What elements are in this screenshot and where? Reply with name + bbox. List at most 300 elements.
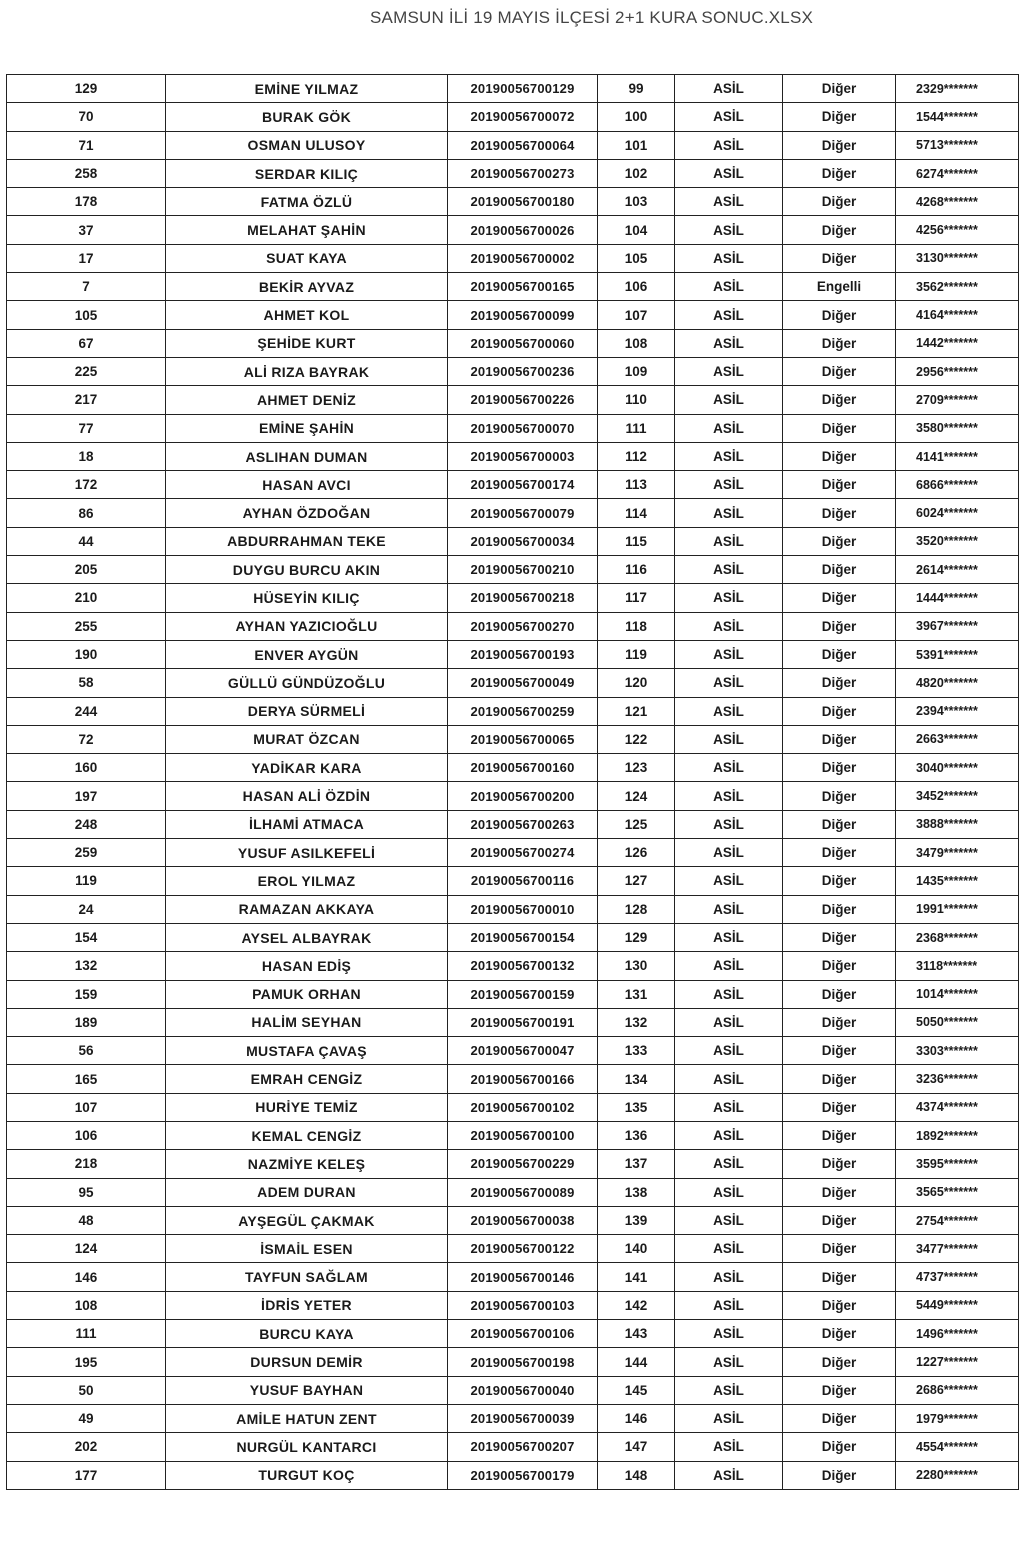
application-no-cell: 172 (7, 471, 166, 499)
name-cell: MUSTAFA ÇAVAŞ (166, 1037, 448, 1065)
application-no-cell: 77 (7, 414, 166, 442)
draw-order-cell: 115 (598, 527, 675, 555)
category-cell: Diğer (783, 471, 896, 499)
application-code-cell: 20190056700159 (448, 980, 598, 1008)
category-cell: Diğer (783, 1206, 896, 1234)
application-code-cell: 20190056700198 (448, 1348, 598, 1376)
table-row (7, 1065, 1019, 1093)
application-code-cell: 20190056700154 (448, 923, 598, 951)
application-code-cell: 20190056700122 (448, 1235, 598, 1263)
status-cell: ASİL (675, 584, 783, 612)
table-row (7, 301, 1019, 329)
name-cell: PAMUK ORHAN (166, 980, 448, 1008)
category-cell: Diğer (783, 1235, 896, 1263)
status-cell: ASİL (675, 867, 783, 895)
application-code-cell: 20190056700039 (448, 1404, 598, 1432)
table-row (7, 471, 1019, 499)
application-no-cell: 71 (7, 131, 166, 159)
application-code-cell: 20190056700160 (448, 754, 598, 782)
draw-order-cell: 105 (598, 244, 675, 272)
table-row (7, 414, 1019, 442)
tc-id-cell: 4164******* (896, 301, 1019, 329)
application-code-cell: 20190056700072 (448, 103, 598, 131)
table-row (7, 499, 1019, 527)
tc-id-cell: 2956******* (896, 357, 1019, 385)
status-cell: ASİL (675, 1291, 783, 1319)
category-cell: Diğer (783, 1433, 896, 1461)
application-code-cell: 20190056700226 (448, 386, 598, 414)
application-code-cell: 20190056700210 (448, 556, 598, 584)
tc-id-cell: 2614******* (896, 556, 1019, 584)
category-cell: Diğer (783, 1008, 896, 1036)
application-no-cell: 177 (7, 1461, 166, 1489)
category-cell: Diğer (783, 1291, 896, 1319)
name-cell: BURCU KAYA (166, 1320, 448, 1348)
application-code-cell: 20190056700270 (448, 612, 598, 640)
draw-order-cell: 113 (598, 471, 675, 499)
tc-id-cell: 3565******* (896, 1178, 1019, 1206)
application-code-cell: 20190056700026 (448, 216, 598, 244)
tc-id-cell: 1892******* (896, 1121, 1019, 1149)
application-code-cell: 20190056700100 (448, 1121, 598, 1149)
status-cell: ASİL (675, 952, 783, 980)
tc-id-cell: 2394******* (896, 697, 1019, 725)
tc-id-cell: 3562******* (896, 273, 1019, 301)
application-no-cell: 17 (7, 244, 166, 272)
category-cell: Diğer (783, 839, 896, 867)
application-code-cell: 20190056700236 (448, 357, 598, 385)
tc-id-cell: 6274******* (896, 159, 1019, 187)
name-cell: SUAT KAYA (166, 244, 448, 272)
draw-order-cell: 107 (598, 301, 675, 329)
application-code-cell: 20190056700106 (448, 1320, 598, 1348)
application-no-cell: 86 (7, 499, 166, 527)
application-code-cell: 20190056700034 (448, 527, 598, 555)
table-row (7, 697, 1019, 725)
name-cell: HASAN ALİ ÖZDİN (166, 782, 448, 810)
application-code-cell: 20190056700229 (448, 1150, 598, 1178)
draw-order-cell: 106 (598, 273, 675, 301)
draw-order-cell: 139 (598, 1206, 675, 1234)
category-cell: Diğer (783, 357, 896, 385)
application-no-cell: 159 (7, 980, 166, 1008)
application-code-cell: 20190056700102 (448, 1093, 598, 1121)
category-cell: Diğer (783, 923, 896, 951)
table-row (7, 754, 1019, 782)
name-cell: EMİNE ŞAHİN (166, 414, 448, 442)
name-cell: NURGÜL KANTARCI (166, 1433, 448, 1461)
status-cell: ASİL (675, 556, 783, 584)
name-cell: BURAK GÖK (166, 103, 448, 131)
category-cell: Diğer (783, 867, 896, 895)
application-no-cell: 146 (7, 1263, 166, 1291)
category-cell: Diğer (783, 499, 896, 527)
tc-id-cell: 1979******* (896, 1404, 1019, 1432)
status-cell: ASİL (675, 75, 783, 103)
table-row (7, 273, 1019, 301)
draw-order-cell: 135 (598, 1093, 675, 1121)
status-cell: ASİL (675, 1433, 783, 1461)
tc-id-cell: 2709******* (896, 386, 1019, 414)
draw-order-cell: 136 (598, 1121, 675, 1149)
status-cell: ASİL (675, 499, 783, 527)
application-code-cell: 20190056700116 (448, 867, 598, 895)
status-cell: ASİL (675, 357, 783, 385)
table-row (7, 980, 1019, 1008)
status-cell: ASİL (675, 1376, 783, 1404)
draw-order-cell: 147 (598, 1433, 675, 1461)
table-row (7, 1008, 1019, 1036)
draw-order-cell: 116 (598, 556, 675, 584)
draw-order-cell: 128 (598, 895, 675, 923)
application-no-cell: 217 (7, 386, 166, 414)
application-code-cell: 20190056700174 (448, 471, 598, 499)
draw-order-cell: 127 (598, 867, 675, 895)
application-code-cell: 20190056700103 (448, 1291, 598, 1319)
tc-id-cell: 5391******* (896, 640, 1019, 668)
category-cell: Diğer (783, 1178, 896, 1206)
draw-order-cell: 143 (598, 1320, 675, 1348)
category-cell: Diğer (783, 895, 896, 923)
category-cell: Diğer (783, 188, 896, 216)
name-cell: NAZMİYE KELEŞ (166, 1150, 448, 1178)
draw-order-cell: 99 (598, 75, 675, 103)
status-cell: ASİL (675, 782, 783, 810)
application-no-cell: 106 (7, 1121, 166, 1149)
application-code-cell: 20190056700040 (448, 1376, 598, 1404)
tc-id-cell: 3479******* (896, 839, 1019, 867)
application-no-cell: 244 (7, 697, 166, 725)
table-row (7, 75, 1019, 103)
tc-id-cell: 3520******* (896, 527, 1019, 555)
draw-order-cell: 108 (598, 329, 675, 357)
table-body (7, 75, 1019, 1490)
draw-order-cell: 125 (598, 810, 675, 838)
draw-order-cell: 118 (598, 612, 675, 640)
application-no-cell: 58 (7, 669, 166, 697)
draw-order-cell: 101 (598, 131, 675, 159)
application-code-cell: 20190056700165 (448, 273, 598, 301)
status-cell: ASİL (675, 188, 783, 216)
status-cell: ASİL (675, 1404, 783, 1432)
tc-id-cell: 1544******* (896, 103, 1019, 131)
application-no-cell: 56 (7, 1037, 166, 1065)
name-cell: ABDURRAHMAN TEKE (166, 527, 448, 555)
table-row (7, 159, 1019, 187)
application-no-cell: 124 (7, 1235, 166, 1263)
application-no-cell: 50 (7, 1376, 166, 1404)
application-no-cell: 197 (7, 782, 166, 810)
status-cell: ASİL (675, 527, 783, 555)
name-cell: YADİKAR KARA (166, 754, 448, 782)
draw-order-cell: 109 (598, 357, 675, 385)
application-no-cell: 72 (7, 725, 166, 753)
category-cell: Engelli (783, 273, 896, 301)
table-row (7, 1376, 1019, 1404)
name-cell: ALİ RIZA BAYRAK (166, 357, 448, 385)
table-row (7, 1404, 1019, 1432)
lottery-results-table (6, 74, 1019, 1490)
application-no-cell: 105 (7, 301, 166, 329)
application-no-cell: 195 (7, 1348, 166, 1376)
category-cell: Diğer (783, 131, 896, 159)
application-code-cell: 20190056700064 (448, 131, 598, 159)
table-row (7, 1461, 1019, 1489)
table-row (7, 952, 1019, 980)
name-cell: SERDAR KILIÇ (166, 159, 448, 187)
name-cell: HÜSEYİN KILIÇ (166, 584, 448, 612)
application-no-cell: 255 (7, 612, 166, 640)
status-cell: ASİL (675, 1150, 783, 1178)
draw-order-cell: 121 (598, 697, 675, 725)
name-cell: HALİM SEYHAN (166, 1008, 448, 1036)
tc-id-cell: 2754******* (896, 1206, 1019, 1234)
application-no-cell: 259 (7, 839, 166, 867)
category-cell: Diğer (783, 414, 896, 442)
status-cell: ASİL (675, 1263, 783, 1291)
category-cell: Diğer (783, 442, 896, 470)
tc-id-cell: 4268******* (896, 188, 1019, 216)
tc-id-cell: 3452******* (896, 782, 1019, 810)
category-cell: Diğer (783, 75, 896, 103)
draw-order-cell: 132 (598, 1008, 675, 1036)
draw-order-cell: 126 (598, 839, 675, 867)
status-cell: ASİL (675, 1093, 783, 1121)
tc-id-cell: 1991******* (896, 895, 1019, 923)
category-cell: Diğer (783, 1150, 896, 1178)
status-cell: ASİL (675, 810, 783, 838)
page-header (0, 0, 1024, 75)
application-no-cell: 95 (7, 1178, 166, 1206)
category-cell: Diğer (783, 584, 896, 612)
application-no-cell: 7 (7, 273, 166, 301)
table-row (7, 442, 1019, 470)
status-cell: ASİL (675, 923, 783, 951)
name-cell: MURAT ÖZCAN (166, 725, 448, 753)
name-cell: ASLIHAN DUMAN (166, 442, 448, 470)
draw-order-cell: 111 (598, 414, 675, 442)
category-cell: Diğer (783, 980, 896, 1008)
name-cell: İSMAİL ESEN (166, 1235, 448, 1263)
draw-order-cell: 134 (598, 1065, 675, 1093)
name-cell: YUSUF ASILKEFELİ (166, 839, 448, 867)
application-code-cell: 20190056700180 (448, 188, 598, 216)
table-row (7, 725, 1019, 753)
tc-id-cell: 1444******* (896, 584, 1019, 612)
table-row (7, 782, 1019, 810)
draw-order-cell: 104 (598, 216, 675, 244)
application-code-cell: 20190056700218 (448, 584, 598, 612)
category-cell: Diğer (783, 725, 896, 753)
status-cell: ASİL (675, 244, 783, 272)
status-cell: ASİL (675, 1008, 783, 1036)
tc-id-cell: 5449******* (896, 1291, 1019, 1319)
application-no-cell: 119 (7, 867, 166, 895)
status-cell: ASİL (675, 301, 783, 329)
name-cell: AHMET KOL (166, 301, 448, 329)
name-cell: EROL YILMAZ (166, 867, 448, 895)
name-cell: HURİYE TEMİZ (166, 1093, 448, 1121)
status-cell: ASİL (675, 329, 783, 357)
category-cell: Diğer (783, 640, 896, 668)
status-cell: ASİL (675, 1206, 783, 1234)
tc-id-cell: 3888******* (896, 810, 1019, 838)
category-cell: Diğer (783, 1065, 896, 1093)
category-cell: Diğer (783, 669, 896, 697)
application-no-cell: 44 (7, 527, 166, 555)
tc-id-cell: 3303******* (896, 1037, 1019, 1065)
status-cell: ASİL (675, 216, 783, 244)
tc-id-cell: 1435******* (896, 867, 1019, 895)
draw-order-cell: 124 (598, 782, 675, 810)
tc-id-cell: 3580******* (896, 414, 1019, 442)
draw-order-cell: 141 (598, 1263, 675, 1291)
application-no-cell: 132 (7, 952, 166, 980)
name-cell: İDRİS YETER (166, 1291, 448, 1319)
draw-order-cell: 133 (598, 1037, 675, 1065)
status-cell: ASİL (675, 895, 783, 923)
tc-id-cell: 6866******* (896, 471, 1019, 499)
tc-id-cell: 2329******* (896, 75, 1019, 103)
application-code-cell: 20190056700259 (448, 697, 598, 725)
table-row (7, 1433, 1019, 1461)
tc-id-cell: 1496******* (896, 1320, 1019, 1348)
name-cell: DURSUN DEMİR (166, 1348, 448, 1376)
category-cell: Diğer (783, 1121, 896, 1149)
draw-order-cell: 102 (598, 159, 675, 187)
draw-order-cell: 119 (598, 640, 675, 668)
status-cell: ASİL (675, 273, 783, 301)
tc-id-cell: 4820******* (896, 669, 1019, 697)
name-cell: TAYFUN SAĞLAM (166, 1263, 448, 1291)
name-cell: HASAN EDİŞ (166, 952, 448, 980)
application-no-cell: 190 (7, 640, 166, 668)
name-cell: AMİLE HATUN ZENT (166, 1404, 448, 1432)
status-cell: ASİL (675, 1348, 783, 1376)
application-code-cell: 20190056700049 (448, 669, 598, 697)
status-cell: ASİL (675, 640, 783, 668)
category-cell: Diğer (783, 216, 896, 244)
status-cell: ASİL (675, 131, 783, 159)
category-cell: Diğer (783, 1093, 896, 1121)
document-title: SAMSUN İLİ 19 MAYIS İLÇESİ 2+1 KURA SONUC.XLSX (370, 8, 814, 27)
status-cell: ASİL (675, 1065, 783, 1093)
application-code-cell: 20190056700089 (448, 1178, 598, 1206)
draw-order-cell: 120 (598, 669, 675, 697)
name-cell: ADEM DURAN (166, 1178, 448, 1206)
application-no-cell: 18 (7, 442, 166, 470)
table-row (7, 1178, 1019, 1206)
table-row (7, 131, 1019, 159)
name-cell: EMRAH CENGİZ (166, 1065, 448, 1093)
tc-id-cell: 4141******* (896, 442, 1019, 470)
table-row (7, 640, 1019, 668)
tc-id-cell: 3040******* (896, 754, 1019, 782)
draw-order-cell: 140 (598, 1235, 675, 1263)
application-code-cell: 20190056700099 (448, 301, 598, 329)
application-code-cell: 20190056700274 (448, 839, 598, 867)
category-cell: Diğer (783, 556, 896, 584)
draw-order-cell: 114 (598, 499, 675, 527)
draw-order-cell: 137 (598, 1150, 675, 1178)
status-cell: ASİL (675, 1178, 783, 1206)
application-no-cell: 49 (7, 1404, 166, 1432)
tc-id-cell: 1442******* (896, 329, 1019, 357)
status-cell: ASİL (675, 725, 783, 753)
tc-id-cell: 3130******* (896, 244, 1019, 272)
application-no-cell: 189 (7, 1008, 166, 1036)
status-cell: ASİL (675, 414, 783, 442)
application-code-cell: 20190056700047 (448, 1037, 598, 1065)
draw-order-cell: 145 (598, 1376, 675, 1404)
table-row (7, 216, 1019, 244)
name-cell: DERYA SÜRMELİ (166, 697, 448, 725)
table-row (7, 244, 1019, 272)
name-cell: DUYGU BURCU AKIN (166, 556, 448, 584)
category-cell: Diğer (783, 527, 896, 555)
draw-order-cell: 129 (598, 923, 675, 951)
table-row (7, 329, 1019, 357)
draw-order-cell: 138 (598, 1178, 675, 1206)
name-cell: OSMAN ULUSOY (166, 131, 448, 159)
application-code-cell: 20190056700191 (448, 1008, 598, 1036)
name-cell: AYSEL ALBAYRAK (166, 923, 448, 951)
category-cell: Diğer (783, 1320, 896, 1348)
category-cell: Diğer (783, 1348, 896, 1376)
draw-order-cell: 123 (598, 754, 675, 782)
application-no-cell: 129 (7, 75, 166, 103)
application-code-cell: 20190056700207 (448, 1433, 598, 1461)
tc-id-cell: 4374******* (896, 1093, 1019, 1121)
application-code-cell: 20190056700065 (448, 725, 598, 753)
table-row (7, 1121, 1019, 1149)
table-row (7, 1206, 1019, 1234)
status-cell: ASİL (675, 669, 783, 697)
tc-id-cell: 5050******* (896, 1008, 1019, 1036)
draw-order-cell: 122 (598, 725, 675, 753)
category-cell: Diğer (783, 782, 896, 810)
application-code-cell: 20190056700179 (448, 1461, 598, 1489)
application-code-cell: 20190056700079 (448, 499, 598, 527)
status-cell: ASİL (675, 1235, 783, 1263)
status-cell: ASİL (675, 839, 783, 867)
category-cell: Diğer (783, 329, 896, 357)
application-code-cell: 20190056700129 (448, 75, 598, 103)
table-row (7, 1093, 1019, 1121)
draw-order-cell: 103 (598, 188, 675, 216)
table-row (7, 867, 1019, 895)
status-cell: ASİL (675, 442, 783, 470)
table-row (7, 103, 1019, 131)
name-cell: KEMAL CENGİZ (166, 1121, 448, 1149)
name-cell: GÜLLÜ GÜNDÜZOĞLU (166, 669, 448, 697)
tc-id-cell: 2686******* (896, 1376, 1019, 1404)
tc-id-cell: 3236******* (896, 1065, 1019, 1093)
tc-id-cell: 2368******* (896, 923, 1019, 951)
category-cell: Diğer (783, 1263, 896, 1291)
name-cell: AYHAN ÖZDOĞAN (166, 499, 448, 527)
application-no-cell: 258 (7, 159, 166, 187)
tc-id-cell: 3118******* (896, 952, 1019, 980)
status-cell: ASİL (675, 980, 783, 1008)
tc-id-cell: 3967******* (896, 612, 1019, 640)
category-cell: Diğer (783, 697, 896, 725)
category-cell: Diğer (783, 1404, 896, 1432)
application-no-cell: 67 (7, 329, 166, 357)
draw-order-cell: 142 (598, 1291, 675, 1319)
tc-id-cell: 4554******* (896, 1433, 1019, 1461)
table-row (7, 556, 1019, 584)
